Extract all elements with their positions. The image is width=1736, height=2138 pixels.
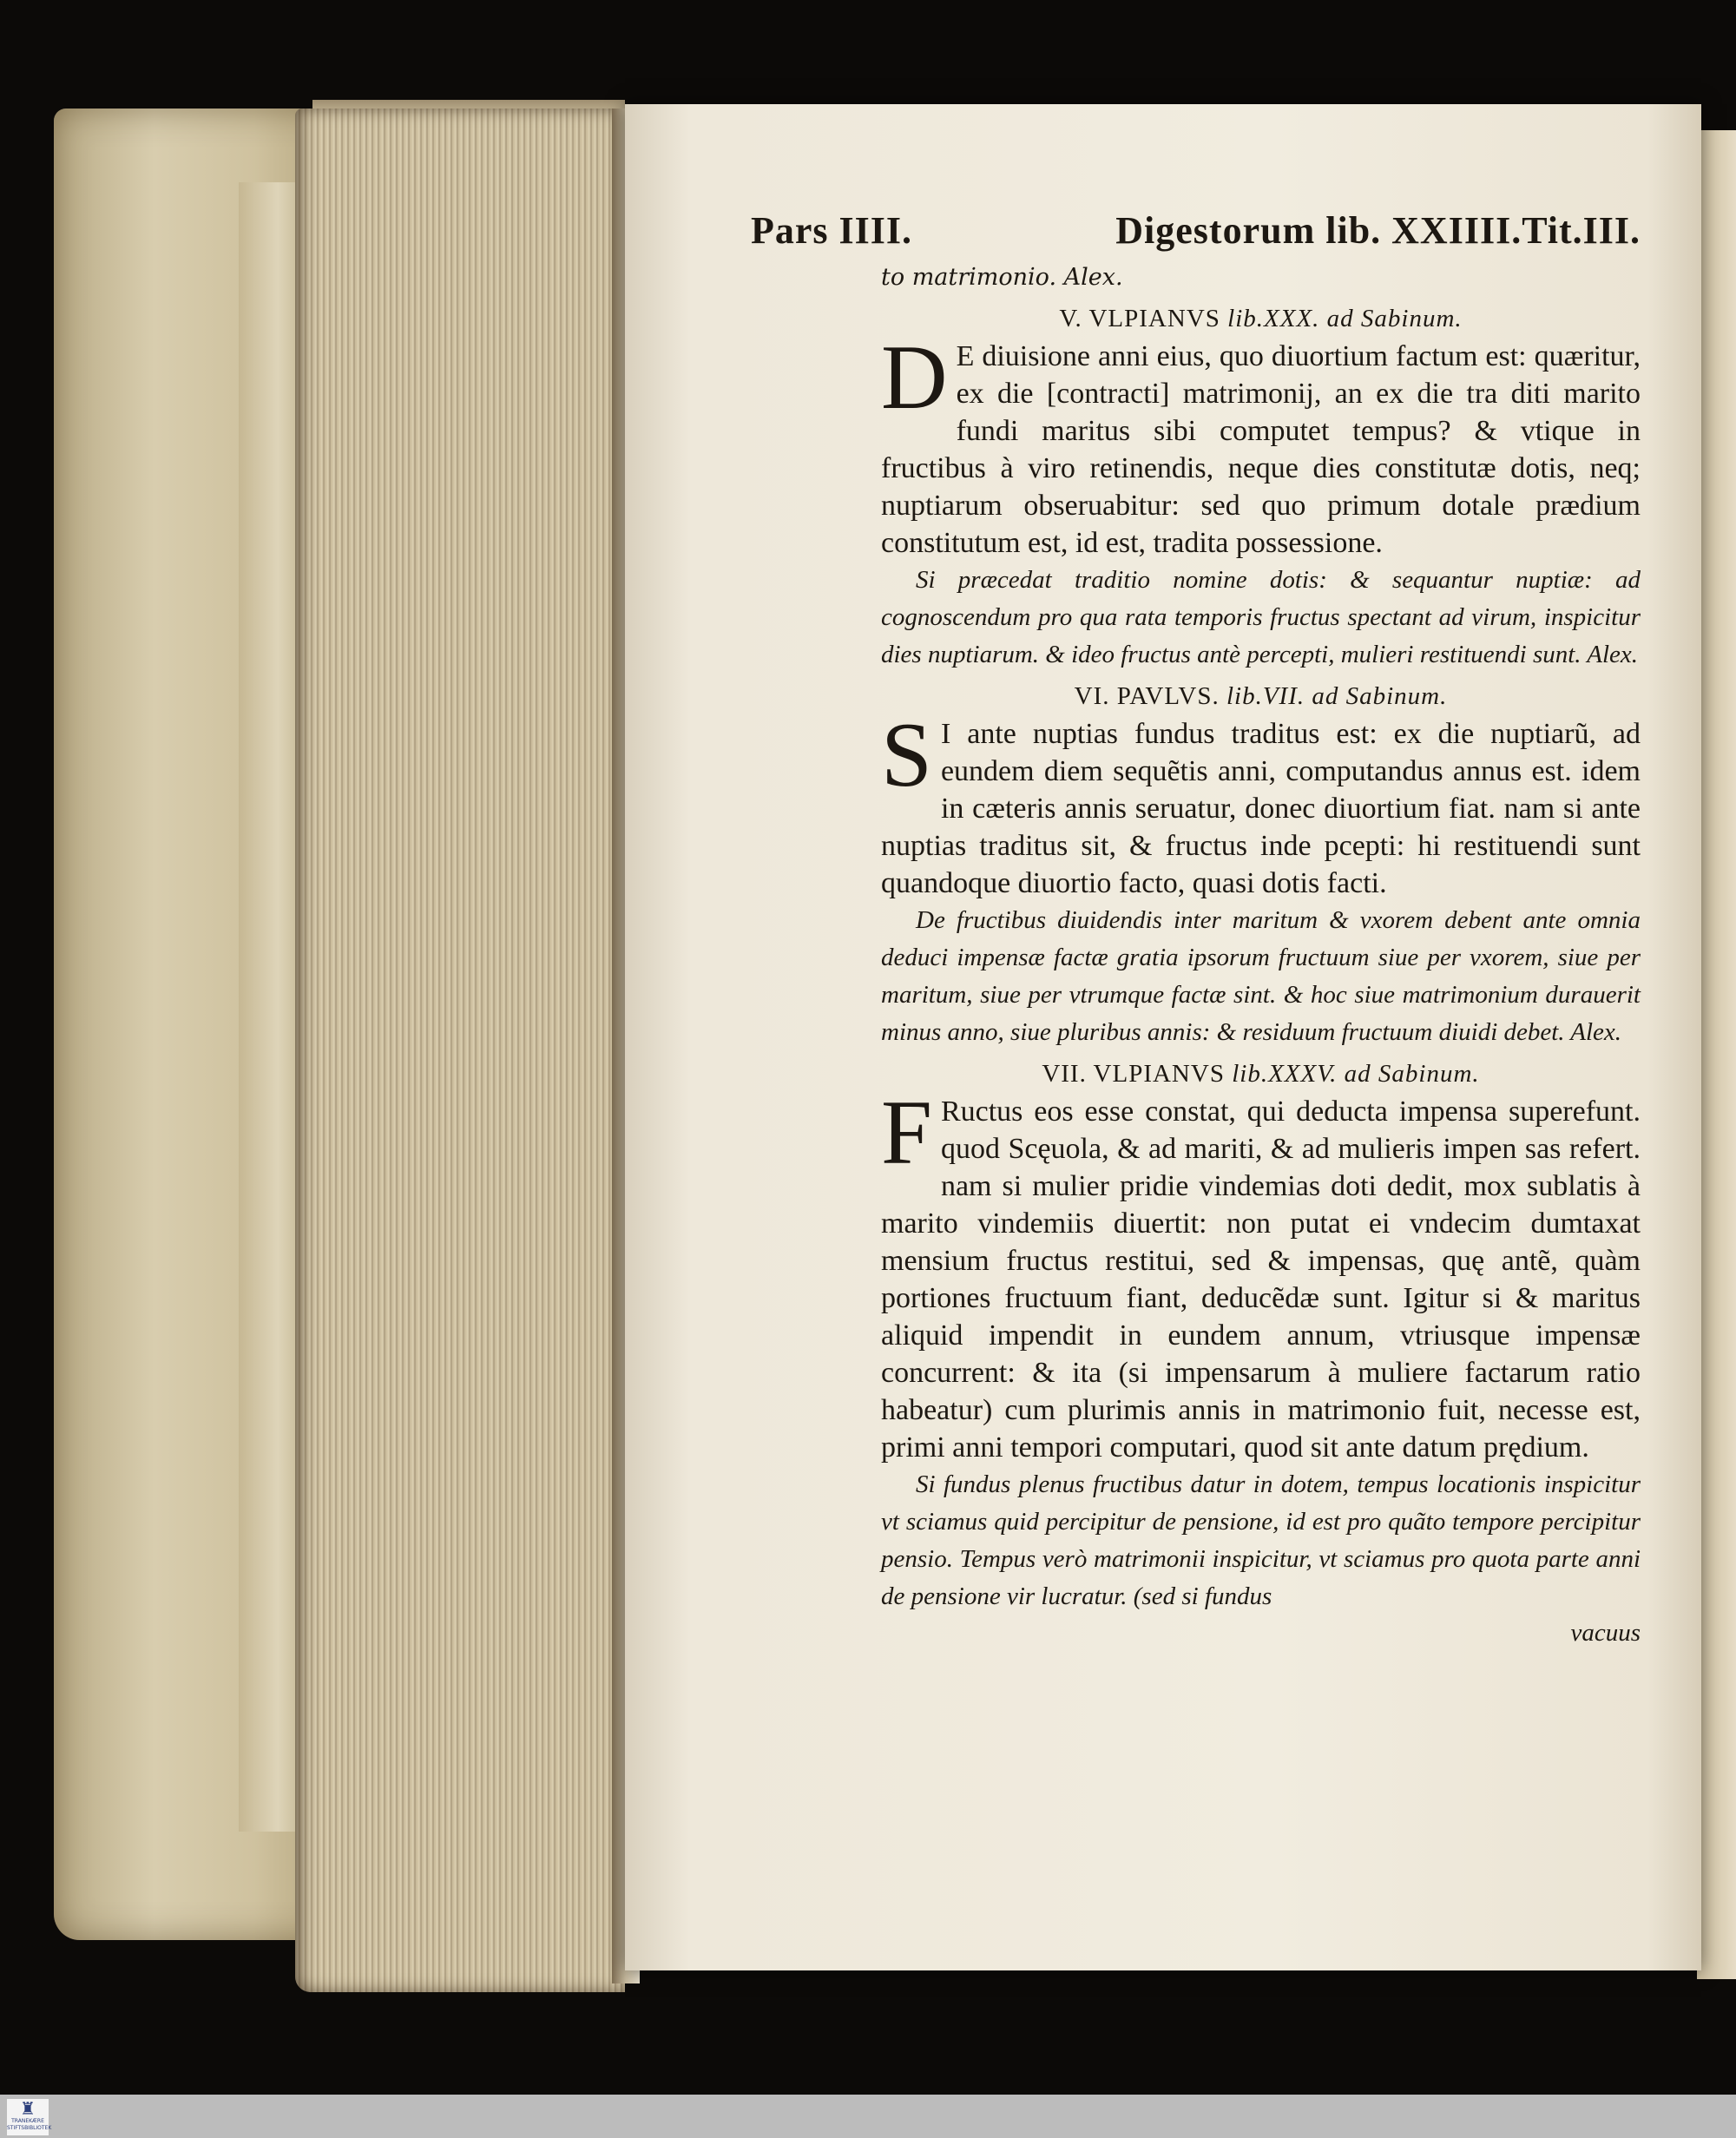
- page-edges: [295, 109, 625, 1992]
- law-text: [881, 704, 1641, 902]
- drop-initial: D: [881, 326, 948, 428]
- gloss-text: Si fundus plenus fructibus datur in dotem, tempus locationis inspicitur vt sciamus quid percipitur de pensione, id est pro quãto tempore percipitur pensio. Tempus verò matrimonii inspicitur, vt sciamus pro quota parte anni de pensione vir lucratur. (sed si fundus: [881, 1470, 1641, 1610]
- jurist-name: VII. VLPIANVS: [1042, 1060, 1225, 1088]
- drop-initial: F: [881, 1082, 932, 1183]
- section-heading: [881, 301, 1641, 336]
- law-text-body: Ructus eos esse constat, qui deducta impensa superefunt. quod Scęuola, & ad mariti, & ad mulieris impen sas refert. nam si mulier pridie vindemias doti dedit, mox sublatis à marito vindemiis diuertit: non putat ei vndecim dumtaxat mensium fructus restitui, sed & impensas, quę antẽ, quàm portiones fructuum fiant, deducẽdæ sunt. Igitur si & maritus aliquid impendit in eundem annum, vtriusque impensæ concurrent: & ita (si impensarum à muliere factarum ratio habeatur) cum plurimis annis in matrimonio fuit, necesse est, primi anni tempori computari, quod sit ante datum prędium.: [881, 1095, 1641, 1464]
- running-head: [751, 208, 1641, 253]
- running-head-left: Pars IIII.: [751, 209, 913, 252]
- drop-initial: S: [881, 704, 932, 806]
- law-text-body: E diuisione anni eius, quo diuortium factum est: quæritur, ex die [contracti] matrimonij, an ex die tra diti marito fundi maritus sibi computet tempus? & vtique in fructibus à viro retinendis, neque dies constitutæ dotis, neq; nuptiarum obseruabitur: sed quo primum dotale prædium constitutum est, id est, tradita possessione.: [881, 340, 1641, 559]
- section-6: [881, 679, 1641, 1051]
- law-text: [881, 1082, 1641, 1466]
- gloss-text: De fructibus diuidendis inter maritum & vxorem debent ante omnia deduci impensæ factæ gratia ipsorum fructuum siue per vxorem, siue per maritum, siue per vtrumque factæ sint. & hoc siue matrimonium durauerit minus anno, siue pluribus annis: & residuum fructuum diuidi debet. Alex.: [881, 906, 1641, 1046]
- jurist-name: VI. PAVLVS.: [1074, 682, 1220, 710]
- next-page-edge: [1697, 130, 1736, 1979]
- law-text: [881, 326, 1641, 562]
- book-reference: lib.XXXV. ad Sabinum.: [1232, 1060, 1480, 1088]
- gloss-text: Si præcedat traditio nomine dotis: & sequantur nuptiæ: ad cognoscendum pro qua rata temporis fructus spectant ad virum, inspicitur dies nuptiarum. & ideo fructus antè percepti, mulieri restituendi sunt. Alex.: [881, 566, 1641, 668]
- jurist-name: V. VLPIANVS: [1059, 305, 1220, 332]
- section-5: [881, 301, 1641, 674]
- section-7: [881, 1056, 1641, 1615]
- continuation-line: to matrimonio. Alex.: [881, 264, 1123, 291]
- running-head-right: Digestorum lib. XXIIII.Tit.III.: [1115, 209, 1641, 252]
- bottom-bar: [0, 2095, 1736, 2138]
- library-logo: [7, 2098, 52, 2135]
- section-heading: [881, 1056, 1641, 1091]
- book-reference: lib.VII. ad Sabinum.: [1226, 682, 1448, 710]
- book-reference: lib.XXX. ad Sabinum.: [1227, 305, 1463, 332]
- page-text: [751, 208, 1641, 1650]
- section-heading: [881, 679, 1641, 714]
- library-logo-text: TRANEKÆRE STIFTSBIBLIOTEK: [7, 2118, 52, 2131]
- catchword: vacuus: [1570, 1619, 1641, 1647]
- library-crest-icon: ♜: [20, 2098, 36, 2119]
- law-text-body: I ante nuptias fundus traditus est: ex die nuptiarũ, ad eundem diem sequẽtis anni, computandus annus est. idem in cæteris annis seruatur, donec diuortium fiat. nam si ante nuptias traditus sit, & fructus inde pcepti: hi restituendi sunt quandoque diuortio facto, quasi dotis facti.: [881, 718, 1641, 899]
